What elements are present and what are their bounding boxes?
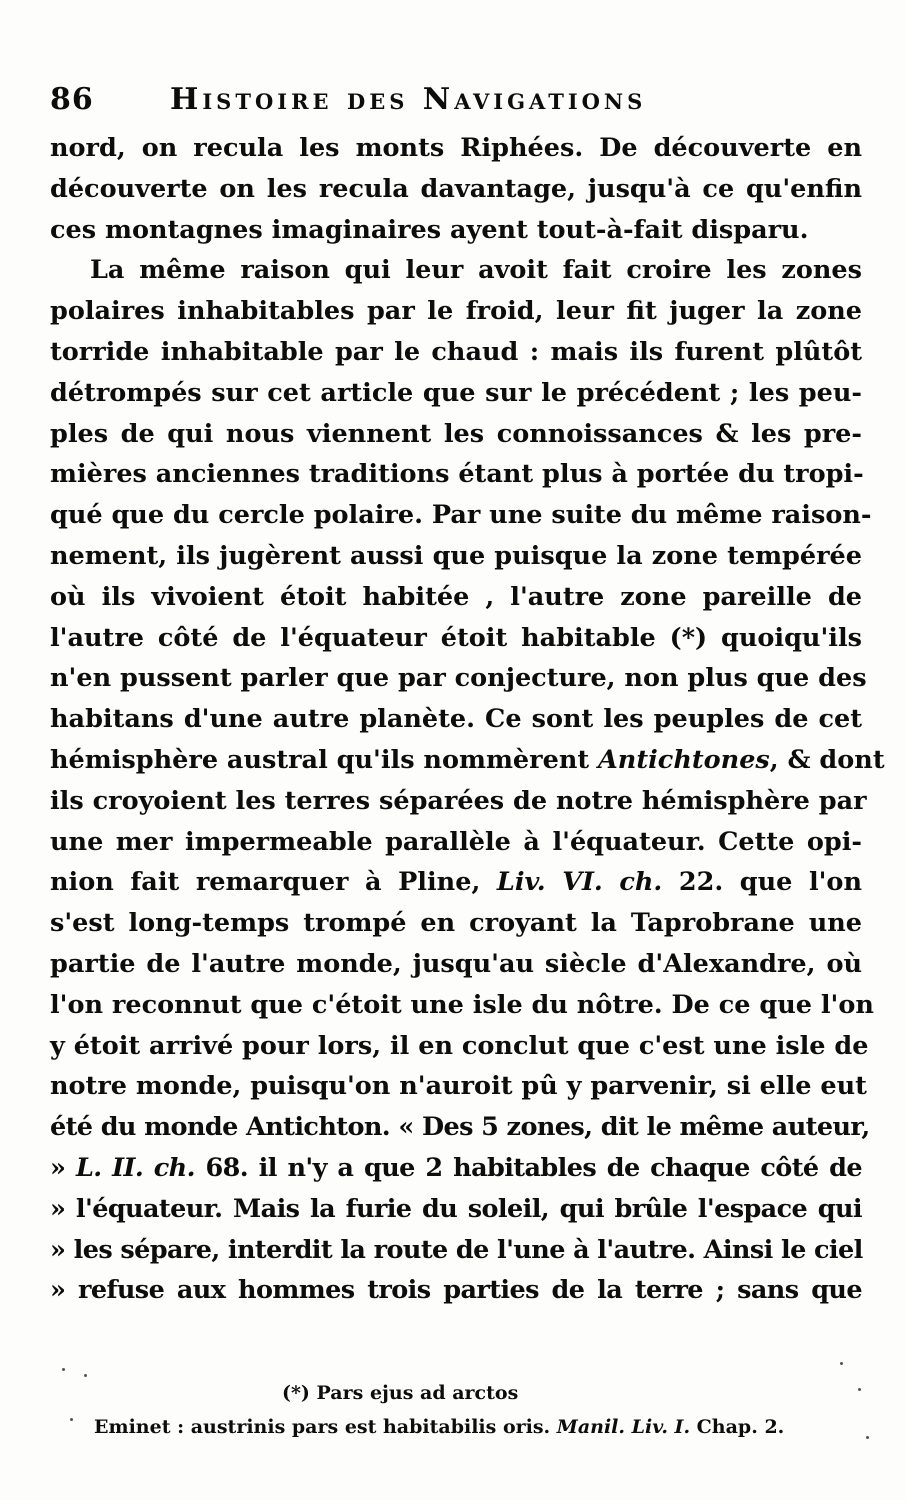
text-line: où ils vivoient étoit habitée , l'autre zone pareille de xyxy=(50,581,862,612)
text-line: La même raison qui leur avoit fait croire les zones xyxy=(90,255,862,286)
text-line: s'est long-temps trompé en croyant la Taprobrane une xyxy=(50,908,862,939)
text-line: ils croyoient les terres séparées de notre hémisphère par xyxy=(50,785,867,816)
body-text xyxy=(50,128,885,1311)
page-header xyxy=(50,82,860,122)
text-line: polaires inhabitables par le froid, leur fit juger la zone xyxy=(50,296,862,327)
text-line: y étoit arrivé pour lors, il en conclut que c'est une isle de xyxy=(50,1030,869,1061)
text-line: habitans d'une autre planète. Ce sont les peuples de cet xyxy=(50,704,862,735)
text-line: ples de qui nous viennent les connoissances & les pre- xyxy=(50,418,862,449)
text-line: notre monde, puisqu'on n'auroit pû y parvenir, si elle eut xyxy=(50,1071,867,1102)
italic-term: Antichtones xyxy=(598,744,770,775)
text-segment: » xyxy=(50,1152,76,1183)
print-speck xyxy=(866,1436,869,1439)
print-speck xyxy=(84,1374,87,1377)
italic-citation: Liv. VI. ch. xyxy=(496,867,663,898)
text-line-pline-citation xyxy=(50,862,862,903)
text-segment: nion fait remarquer à Pline, xyxy=(50,867,497,898)
print-speck xyxy=(840,1362,843,1365)
text-line: l'on reconnut que c'étoit une isle du nôtre. De ce que l'on xyxy=(50,989,874,1020)
running-head: Histoire des Navigations xyxy=(170,82,647,117)
page-number: 86 xyxy=(50,82,94,117)
text-line: » les sépare, interdit la route de l'une à l'autre. Ainsi le ciel xyxy=(50,1234,863,1265)
italic-citation: Manil. Liv. I. xyxy=(556,1416,691,1438)
text-line: torride inhabitable par le chaud : mais ils furent plûtôt xyxy=(50,336,862,367)
text-line-quote-citation xyxy=(50,1148,862,1189)
text-segment: 68. il n'y a que 2 habitables de chaque côté de xyxy=(194,1152,862,1183)
text-line: une mer impermeable parallèle à l'équateur. Cette opi- xyxy=(50,826,862,857)
footnote-line: (*) Pars ejus ad arctos xyxy=(282,1382,519,1404)
text-line: » l'équateur. Mais la furie du soleil, qui brûle l'espace qui xyxy=(50,1193,862,1224)
text-segment: , & dont xyxy=(769,744,885,775)
text-line: détrompés sur cet article que sur le précédent ; les peu- xyxy=(50,377,862,408)
text-line: qué que du cercle polaire. Par une suite du même raison- xyxy=(50,500,872,531)
text-line: n'en pussent parler que par conjecture, non plus que des xyxy=(50,663,867,694)
text-line: ces montagnes imaginaires ayent tout-à-fait disparu. xyxy=(50,214,809,245)
text-segment: Eminet : austrinis pars est habitabilis oris. xyxy=(94,1416,557,1438)
text-line: l'autre côté de l'équateur étoit habitable (*) quoiqu'ils xyxy=(50,622,862,653)
text-segment: 22. que l'on xyxy=(662,867,862,898)
text-line: partie de l'autre monde, jusqu'au siècle d'Alexandre, où xyxy=(50,948,862,979)
text-line: mières anciennes traditions étant plus à portée du tropi- xyxy=(50,459,864,490)
print-speck xyxy=(858,1388,861,1391)
footnote xyxy=(50,1376,862,1444)
text-line: » refuse aux hommes trois parties de la terre ; sans que xyxy=(50,1275,862,1306)
text-line: été du monde Antichton. « Des 5 zones, dit le même auteur, xyxy=(50,1112,870,1143)
text-line: nement, ils jugèrent aussi que puisque la zone tempérée xyxy=(50,540,862,571)
footnote-line xyxy=(50,1410,862,1444)
print-speck xyxy=(70,1418,73,1421)
text-line: découverte on les recula davantage, jusqu'à ce qu'enfin xyxy=(50,173,862,204)
italic-citation: L. II. ch. xyxy=(75,1152,195,1183)
print-speck xyxy=(62,1368,65,1371)
text-segment: hémisphère austral qu'ils nommèrent xyxy=(50,744,599,775)
text-segment: Chap. 2. xyxy=(690,1416,785,1438)
text-line: nord, on recula les monts Riphées. De découverte en xyxy=(50,133,862,163)
text-line-antichtones xyxy=(50,740,885,781)
